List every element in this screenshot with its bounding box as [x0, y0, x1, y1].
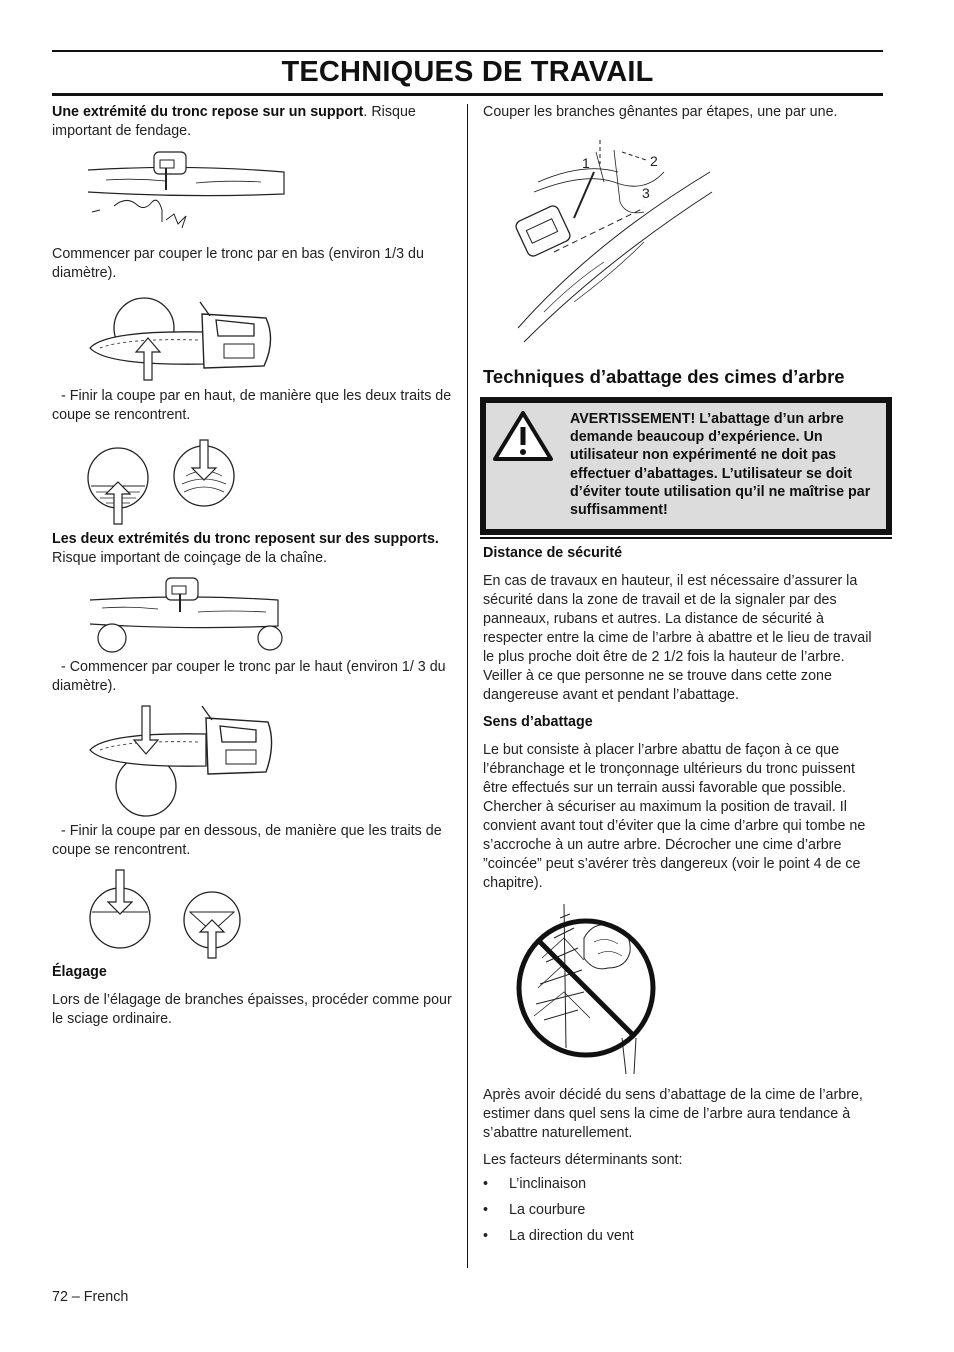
- step-label-1: 1: [582, 155, 590, 171]
- warning-icon: [492, 410, 554, 462]
- apres-paragraph: Après avoir décidé du sens d’abattage de la cime de l’arbre, estimer dans quel sens la cime de l’arbre aura tendance à s’abattre naturellement.: [483, 1087, 863, 1141]
- distance-paragraph: En cas de travaux en hauteur, il est nécessaire d’assurer la sécurité dans la zone de travail et de la signaler par des panneaux, rubans et autres. La distance de sécurité à respecter entre la cime de l’arbre à abattre et le lieu de travail le plus proche doit être de 2 1/2 fois la hauteur de l’arbre. Veiller à ce que personne ne se trouve dans cette zone dangereuse avant et pendant l’abattage.: [483, 573, 872, 703]
- distance-heading: Distance de sécurité: [483, 545, 623, 561]
- list-item-label: La direction du vent: [509, 1228, 634, 1244]
- list-item: • La direction du vent: [483, 1228, 634, 1244]
- cross-section-cuts-illustration: [86, 436, 246, 528]
- warning-text: AVERTISSEMENT! L’abattage d’un arbre demande beaucoup d’expérience. Un utilisateur non expérimenté ne doit pas effectuer d’abattages. L’utilisateur se doit d’éviter toute utilisation qu’il ne maîtrise par suffisamment!: [570, 411, 871, 519]
- paragraph-text: . Risque important de fendage.: [52, 104, 416, 139]
- sens-paragraph: Le but consiste à placer l’arbre abattu de façon à ce que l’ébranchage et le tronçonnage ultérieurs du tronc puissent être effectués sur un terrain aussi favorable que possible. Chercher à sécuriser au maximum la position de travail. Il convient avant tout d’éviter que la cime d’arbre qui tombe ne s’accroche à un autre arbre. Décrocher une cime d’arbre ”coincée” peut s’avérer très dangereux (voir le point 4 de ce chapitre).: [483, 742, 866, 891]
- no-tangled-treetop-illustration: [514, 898, 664, 1074]
- paragraph-two-supports: [52, 530, 454, 568]
- elagage-heading: Élagage: [52, 964, 107, 980]
- paragraph-bold-lead: Une extrémité du tronc repose sur un support: [52, 104, 364, 120]
- log-two-supports-illustration: [88, 576, 284, 658]
- paragraph-cut-bottom: Commencer par couper le tronc par en bas (environ 1/3 du diamètre).: [52, 246, 424, 281]
- paragraph-text: Risque important de coinçage de la chaîne.: [52, 550, 327, 566]
- facteurs-paragraph: Les facteurs déterminants sont:: [483, 1152, 683, 1168]
- title-rule: [52, 93, 883, 96]
- branch-cutting-steps-illustration: [514, 132, 714, 342]
- paragraph-finish-top: - Finir la coupe par en haut, de manière que les deux traits de coupe se rencontrent.: [52, 388, 452, 423]
- top-cut-chainsaw-illustration: [86, 704, 276, 822]
- section-title: Techniques d’abattage des cimes d’arbre: [483, 366, 845, 387]
- page-number: 72 – French: [52, 1289, 129, 1305]
- list-item: • La courbure: [483, 1202, 586, 1218]
- list-item-label: La courbure: [509, 1202, 586, 1218]
- column-divider: [467, 104, 468, 1268]
- paragraph-one-end-supported: [52, 103, 454, 141]
- elagage-paragraph: Lors de l’élagage de branches épaisses, procéder comme pour le sciage ordinaire.: [52, 992, 452, 1027]
- sens-heading: Sens d’abattage: [483, 714, 593, 730]
- underside-cut-chainsaw-illustration: [86, 292, 276, 384]
- paragraph-bold-lead: Les deux extrémités du tronc reposent sur des supports.: [52, 531, 439, 547]
- list-item-label: L’inclinaison: [509, 1176, 587, 1192]
- page-title: TECHNIQUES DE TRAVAIL: [281, 56, 654, 88]
- step-label-2: 2: [650, 153, 658, 169]
- warning-underline: [480, 537, 892, 539]
- log-one-support-illustration: [86, 150, 290, 242]
- paragraph-cut-branches: Couper les branches gênantes par étapes, une par une.: [483, 104, 838, 120]
- paragraph-cut-top: - Commencer par couper le tronc par le haut (environ 1/ 3 du diamètre).: [52, 659, 446, 694]
- step-label-3: 3: [642, 185, 650, 201]
- list-item: • L’inclinaison: [483, 1176, 587, 1192]
- cross-section-cuts-illustration-two: [86, 868, 246, 960]
- paragraph-finish-bottom: - Finir la coupe par en dessous, de manière que les traits de coupe se rencontrent.: [52, 823, 442, 858]
- top-rule: [52, 50, 883, 52]
